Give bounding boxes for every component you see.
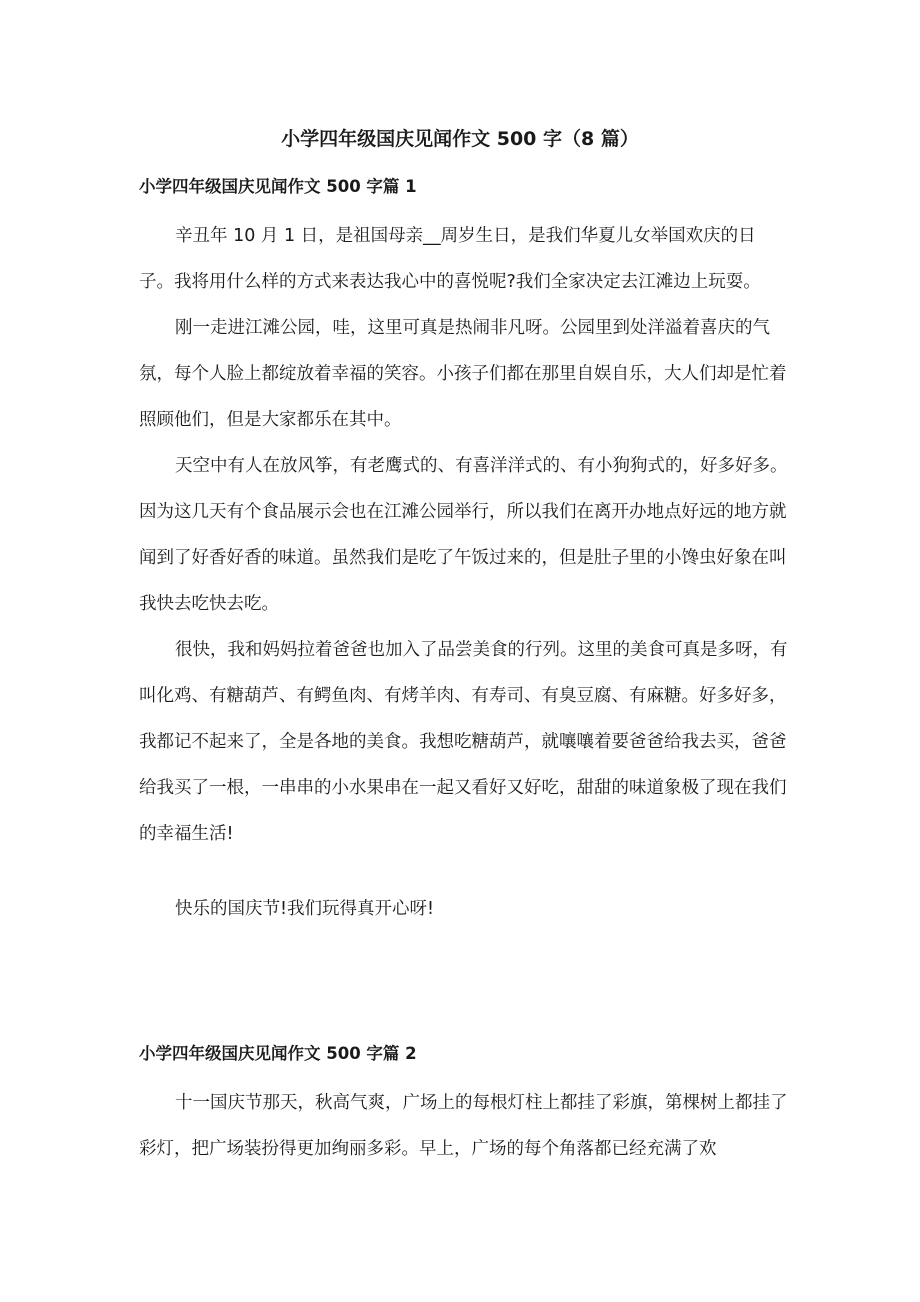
paragraph: 天空中有人在放风筝，有老鹰式的、有喜洋洋式的、有小狗狗式的，好多好多。因为这几天有个食品展示会也在江滩公园举行，所以我们在离开办地点好远的地方就闻到了好香好香的味道。虽然我们是吃了午饭过来的，但是肚子里的小馋虫好象在叫我快去吃快去吃。 xyxy=(139,456,788,614)
paragraph: 刚一走进江滩公园，哇，这里可真是热闹非凡呀。公园里到处洋溢着喜庆的气氛，每个人脸上都绽放着幸福的笑容。小孩子们都在那里自娱自乐，大人们却是忙着照顾他们，但是大家都乐在其中。 xyxy=(139,318,787,430)
document-title: 小学四年级国庆见闻作文 500 字（8 篇） xyxy=(281,128,639,150)
section-heading: 小学四年级国庆见闻作文 500 字篇 2 xyxy=(139,1044,417,1063)
section-heading: 小学四年级国庆见闻作文 500 字篇 1 xyxy=(139,177,417,196)
paragraph: 辛丑年 10 月 1 日，是祖国母亲__周岁生日，是我们华夏儿女举国欢庆的日子。我将用什么样的方式来表达我心中的喜悦呢?我们全家决定去江滩边上玩耍。 xyxy=(139,226,761,292)
paragraph: 快乐的国庆节!我们玩得真开心呀! xyxy=(175,899,435,919)
paragraph: 很快，我和妈妈拉着爸爸也加入了品尝美食的行列。这里的美食可真是多呀，有叫化鸡、有糖葫芦、有鳄鱼肉、有烤羊肉、有寿司、有臭豆腐、有麻糖。好多好多，我都记不起来了，全是各地的美食。我想吃糖葫芦，就嚷嚷着要爸爸给我去买，爸爸给我买了一根，一串串的小水果串在一起又看好又好吃，甜甜的味道象极了现在我们的幸福生活! xyxy=(139,640,788,844)
paragraph: 十一国庆节那天，秋高气爽，广场上的每根灯柱上都挂了彩旗，第棵树上都挂了彩灯，把广场装扮得更加绚丽多彩。早上，广场的每个角落都已经充满了欢 xyxy=(139,1093,788,1159)
